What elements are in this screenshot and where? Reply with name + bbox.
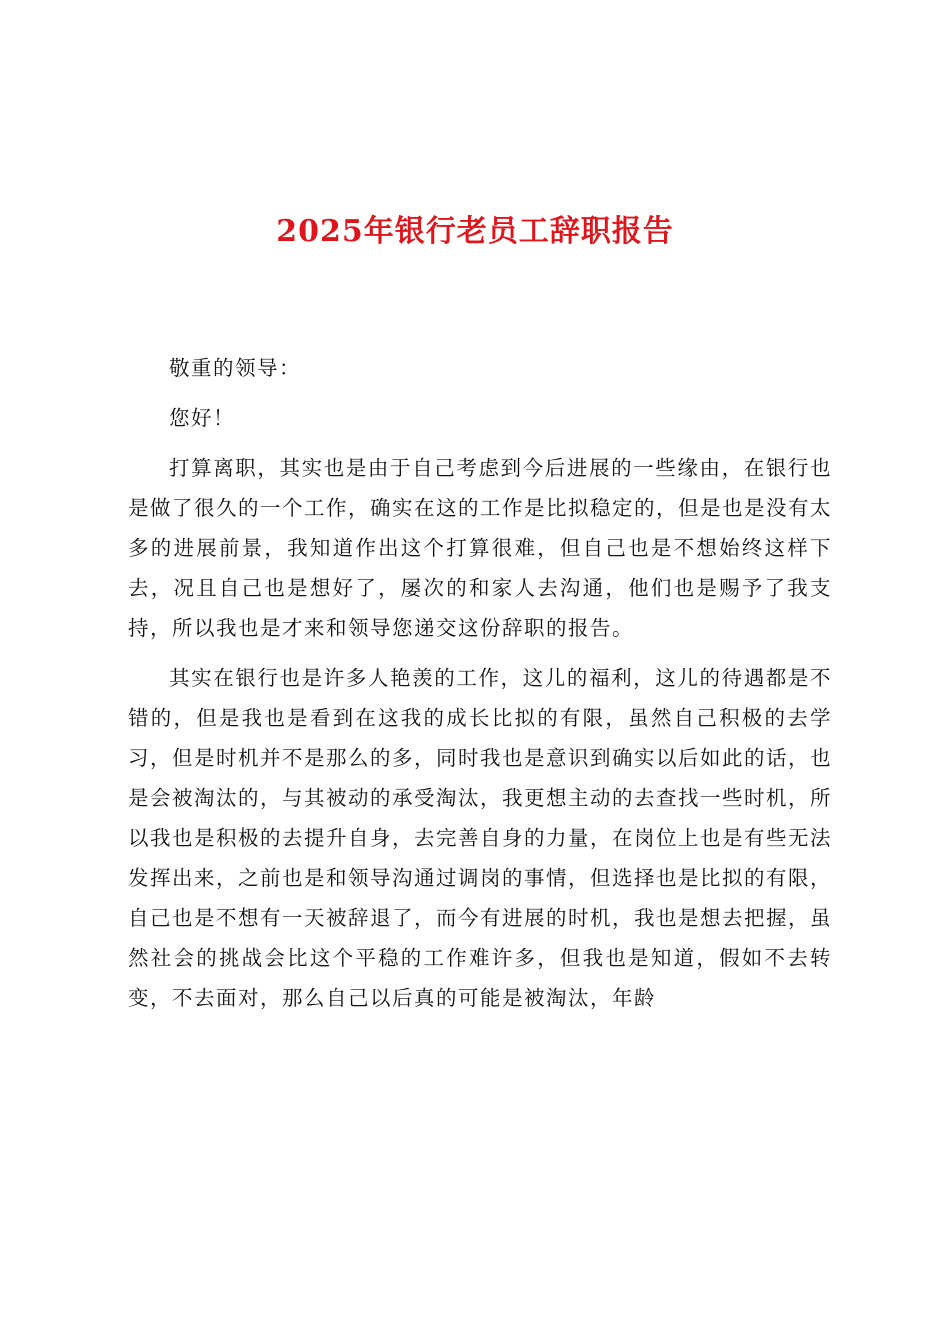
body-paragraph: 其实在银行也是许多人艳羡的工作，这儿的福利，这儿的待遇都是不错的，但是我也是看到在这我的成长比拟的有限，虽然自己积极的去学习，但是时机并不是那么的多，同时我也是意识到确实以后如此的话，也是会被淘汰的，与其被动的承受淘汰，我更想主动的去查找一些时机，所以我也是积极的去提升自身，去完善自身的力量，在岗位上也是有些无法发挥出来，之前也是和领导沟通过调岗的事情，但选择也是比拟的有限，自己也是不想有一天被辞退了，而今有进展的时机，我也是想去把握，虽然社会的挑战会比这个平稳的工作难许多，但我也是知道，假如不去转变，不去面对，那么自己以后真的可能是被淘汰，年龄 (128, 666, 832, 1010)
body-paragraph: 打算离职，其实也是由于自己考虑到今后进展的一些缘由，在银行也是做了很久的一个工作，确实在这的工作是比拟稳定的，但是也是没有太多的进展前景，我知道作出这个打算很难，但自己也是不想始终这样下去，况且自己也是想好了，屡次的和家人去沟通，他们也是赐予了我支持，所以我也是才来和领导您递交这份辞职的报告。 (128, 456, 832, 640)
document-title: 2025年银行老员工辞职报告 (276, 214, 674, 249)
salutation-line: 敬重的领导： (169, 356, 301, 380)
document-body (128, 348, 832, 1028)
greeting-line: 您好！ (169, 406, 235, 430)
